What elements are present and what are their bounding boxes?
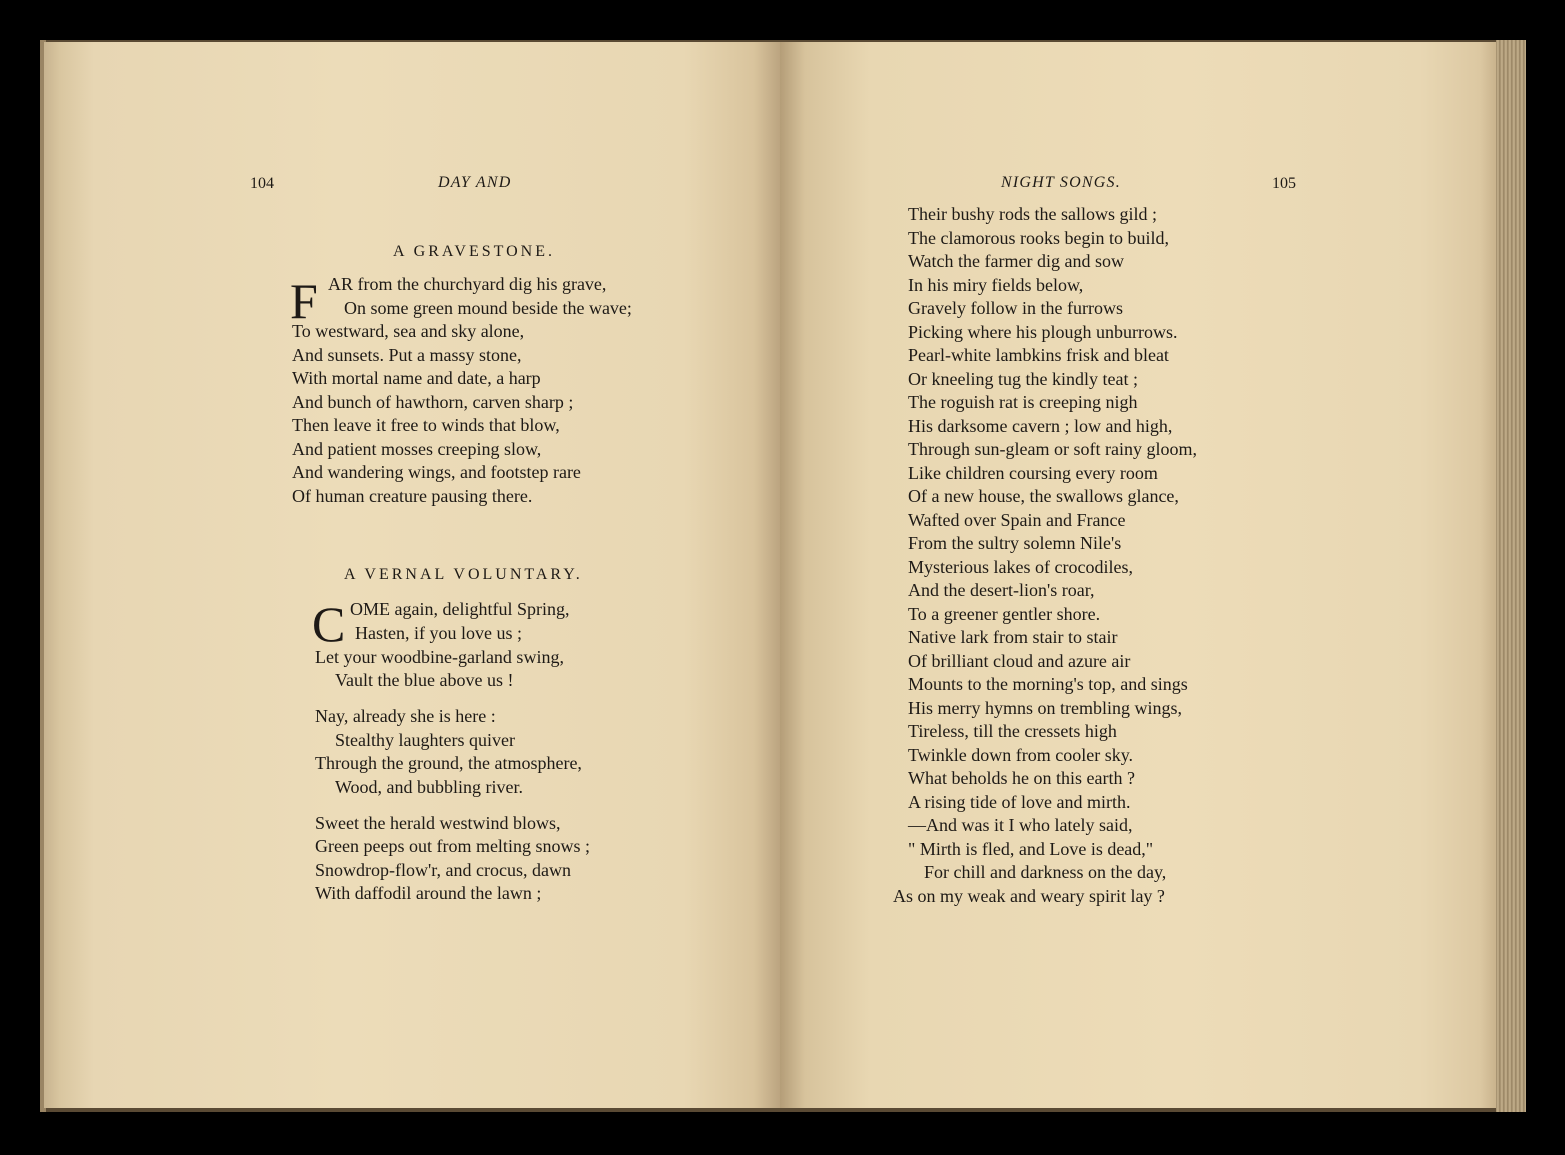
- poem-line: Of a new house, the swallows glance,: [908, 486, 1179, 506]
- poem-line: And the desert-lion's roar,: [908, 580, 1095, 600]
- poem-line: For chill and darkness on the day,: [924, 862, 1167, 882]
- poem-line: His merry hymns on trembling wings,: [908, 698, 1182, 718]
- poem-line: With daffodil around the lawn ;: [315, 883, 542, 903]
- poem-line: To westward, sea and sky alone,: [292, 321, 525, 341]
- poem-line: Sweet the herald westwind blows,: [315, 813, 561, 833]
- poem-continuation: [780, 42, 1496, 1108]
- poem-line: Of brilliant cloud and azure air: [908, 651, 1131, 671]
- poem-line: To a greener gentler shore.: [908, 604, 1101, 624]
- poem-line: Wood, and bubbling river.: [335, 777, 524, 797]
- poem-line: As on my weak and weary spirit lay ?: [893, 886, 1165, 906]
- open-book: [40, 40, 1526, 1112]
- poem-line: Let your woodbine-garland swing,: [315, 647, 564, 667]
- poem-line: Of human creature pausing there.: [292, 486, 533, 506]
- drop-cap-c: C: [312, 596, 346, 652]
- poem-line: And patient mosses creeping slow,: [292, 439, 542, 459]
- poem-line: The clamorous rooks begin to build,: [908, 228, 1169, 248]
- poem-line: Pearl-white lambkins frisk and bleat: [908, 345, 1169, 365]
- poem-line: " Mirth is fled, and Love is dead,": [908, 839, 1154, 859]
- poem-line: Through the ground, the atmosphere,: [315, 753, 582, 773]
- poem-line: Watch the farmer dig and sow: [908, 251, 1124, 271]
- poem-line: Through sun-gleam or soft rainy gloom,: [908, 439, 1197, 459]
- left-page: [44, 42, 780, 1108]
- poem-line: Mounts to the morning's top, and sings: [908, 674, 1188, 694]
- poem-title-vernal-voluntary: A VERNAL VOLUNTARY.: [344, 566, 583, 583]
- poem-line: And sunsets. Put a massy stone,: [292, 345, 522, 365]
- poem-line: Then leave it free to winds that blow,: [292, 415, 560, 435]
- right-page: [780, 42, 1496, 1108]
- running-head-left: DAY AND: [438, 174, 512, 191]
- poem-line: Snowdrop-flow'r, and crocus, dawn: [315, 860, 571, 880]
- poem-line: His darksome cavern ; low and high,: [908, 416, 1173, 436]
- poem-line: Twinkle down from cooler sky.: [908, 745, 1134, 765]
- poem-line: From the sultry solemn Nile's: [908, 533, 1122, 553]
- poem-line: And bunch of hawthorn, carven sharp ;: [292, 392, 574, 412]
- poem-line: Like children coursing every room: [908, 463, 1158, 483]
- poem-line: Gravely follow in the furrows: [908, 298, 1123, 318]
- poem-line: With mortal name and date, a harp: [292, 368, 541, 388]
- poem-line: Or kneeling tug the kindly teat ;: [908, 369, 1138, 389]
- page-number-left: 104: [250, 175, 274, 192]
- poem-line: In his miry fields below,: [908, 275, 1084, 295]
- poem-line: Native lark from stair to stair: [908, 627, 1118, 647]
- poem-line: Tireless, till the cressets high: [908, 721, 1117, 741]
- poem-line: Their bushy rods the sallows gild ;: [908, 204, 1157, 224]
- poem-line: A rising tide of love and mirth.: [908, 792, 1131, 812]
- poem-line: OME again, delightful Spring,: [350, 599, 570, 619]
- poem-title-gravestone: A GRAVESTONE.: [393, 243, 555, 260]
- poem-line: Wafted over Spain and France: [908, 510, 1126, 530]
- poem-line: Hasten, if you love us ;: [355, 623, 522, 643]
- poem-line: And wandering wings, and footstep rare: [292, 462, 581, 482]
- page-number-right: 105: [1272, 175, 1296, 192]
- poem-line: Green peeps out from melting snows ;: [315, 836, 590, 856]
- drop-cap-f: F: [290, 273, 318, 329]
- right-page-edges: [1496, 40, 1526, 1112]
- poem-line: Vault the blue above us !: [335, 670, 514, 690]
- poem-line: AR from the churchyard dig his grave,: [328, 274, 607, 294]
- running-head-right: NIGHT SONGS.: [1001, 174, 1121, 191]
- poem-line: Mysterious lakes of crocodiles,: [908, 557, 1133, 577]
- poem-line: Picking where his plough unburrows.: [908, 322, 1178, 342]
- poem-line: The roguish rat is creeping nigh: [908, 392, 1138, 412]
- poem-line: Stealthy laughters quiver: [335, 730, 515, 750]
- poem-line: Nay, already she is here :: [315, 706, 496, 726]
- poem-line: —And was it I who lately said,: [908, 815, 1133, 835]
- poem-line: What beholds he on this earth ?: [908, 768, 1135, 788]
- poem-line: On some green mound beside the wave;: [344, 298, 632, 318]
